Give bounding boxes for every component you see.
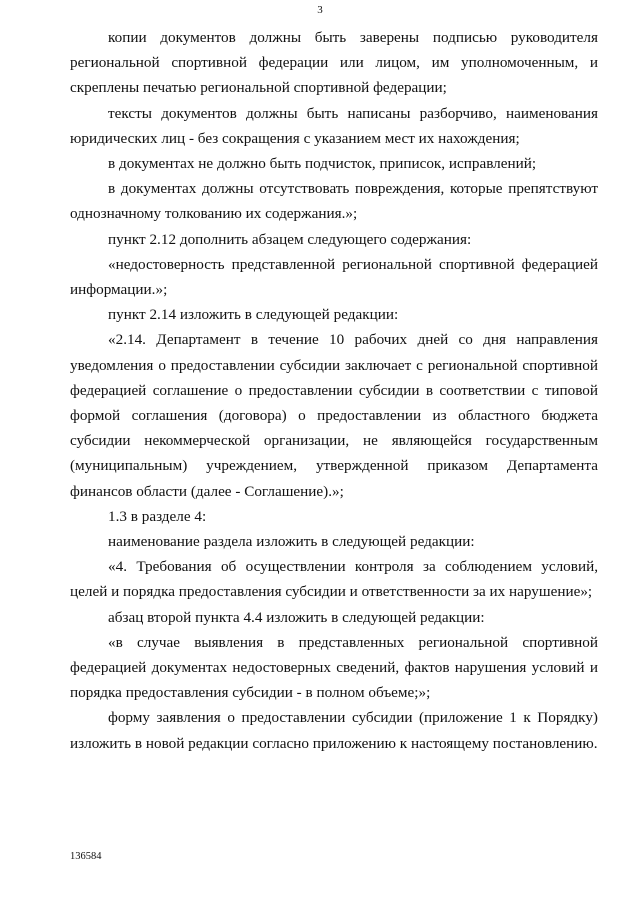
paragraph-item-2-14: пункт 2.14 изложить в следующей редакции: [108,306,399,324]
document-body [70,25,598,756]
document-code: 136584 [70,851,102,862]
paragraph-section-1-3: 1.3 в разделе 4: [108,507,207,525]
paragraph-item-4-4: абзац второй пункта 4.4 изложить в следующей редакции: [108,608,485,626]
page-number: 3 [317,4,323,16]
paragraph-section-4-title: «4. Требования об осуществлении контроля за соблюдением условий, целей и порядка предоставления субсидии и ответственности за их нарушение»; [70,558,598,601]
paragraph-4-4-text: «в случае выявления в представленных региональной спортивной федерацией документах недостоверных сведений, фактов нарушения условий и порядка предоставления субсидии - в полном объеме;»; [70,633,598,702]
paragraph-copies-certified: копии документов должны быть заверены подписью руководителя региональной спортивной федерации или лицом, им уполномоченным, и скреплены печатью региональной спортивной федерации; [70,29,598,97]
paragraph-application-form: форму заявления о предоставлении субсидии (приложение 1 к Порядку) изложить в новой редакции согласно приложению к настоящему постановлению. [70,709,598,752]
paragraph-no-damage: в документах должны отсутствовать повреждения, которые препятствуют однозначному толкованию их содержания.»; [70,180,598,223]
paragraph-no-erasures: в документах не должно быть подчисток, приписок, исправлений; [108,155,537,173]
paragraph-2-14-text: «2.14. Департамент в течение 10 рабочих дней со дня направления уведомления о предоставлении субсидии заключает с региональной спортивной федерацией соглашение о предоставлении субсидии в соответствии с типовой формой соглашения (договора) о предоставлении из областного бюджета субсидии некоммерческой организации, не являющейся государственным (муниципальным) учреждением, утвержденной приказом Департамента финансов области (далее - Соглашение).»; [70,331,598,500]
paragraph-unreliable-info: «недостоверность представленной региональной спортивной федерацией информации.»; [70,255,598,299]
paragraph-section-title-change: наименование раздела изложить в следующей редакции: [108,533,475,551]
paragraph-item-2-12: пункт 2.12 дополнить абзацем следующего содержания: [108,230,472,248]
paragraph-texts-legible: тексты документов должны быть написаны разборчиво, наименования юридических лиц - без сокращения с указанием мест их нахождения; [70,104,598,147]
